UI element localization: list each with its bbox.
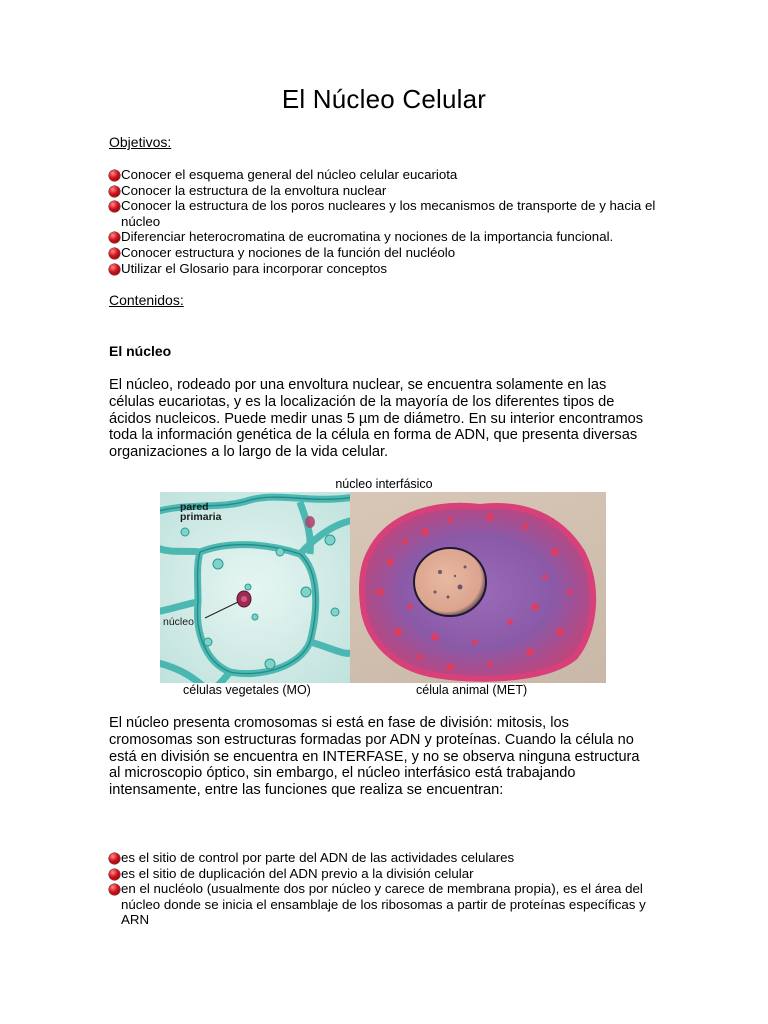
red-bullet-icon [109, 248, 120, 259]
objetivo-text: Diferenciar heterocromatina de eucromatina y nociones de la importancia funcional. [121, 229, 614, 245]
list-item [109, 229, 669, 245]
list-item [109, 245, 669, 261]
red-bullet-icon [109, 232, 120, 243]
funciones-list [109, 850, 669, 928]
page-title: El Núcleo Celular [281, 84, 487, 114]
objetivo-text: Conocer la estructura de los poros nucleares y los mecanismos de transporte de y hacia el núcleo [121, 198, 656, 229]
objetivo-text: Conocer estructura y nociones de la función del nucléolo [121, 244, 456, 260]
paragraph-intro: El núcleo, rodeado por una envoltura nuclear, se encuentra solamente en las células eucariotas, y es la localización de la mayoría de los diferentes tipos de ácidos nucleicos. Puede medir unas 5 µm de diámetro. En su interior encontramos toda la información genética de la célula en forma de ADN, que presenta diversas organizaciones a lo largo de la vida celular. [109, 377, 644, 461]
label-nucleo: núcleo [163, 616, 194, 628]
list-item [109, 881, 669, 928]
figure-caption-right: célula animal (MET) [416, 683, 528, 697]
objetivo-text: Utilizar el Glosario para incorporar conceptos [121, 260, 388, 276]
list-item [109, 261, 669, 277]
red-bullet-icon [109, 264, 120, 275]
red-bullet-icon [109, 884, 120, 895]
red-bullet-icon [109, 201, 120, 212]
label-pared-primaria: pared primaria [180, 501, 222, 523]
objetivo-text: Conocer el esquema general del núcleo celular eucariota [121, 167, 458, 182]
funcion-text: en el nucléolo (usualmente dos por núcleo y carece de membrana propia), es el área del núcleo donde se inicia el ensamblaje de los ribosomas a partir de proteínas específicas y ARN [121, 881, 646, 928]
objetivos-list [109, 167, 669, 276]
funcion-text: es el sitio de control por parte del ADN de las actividades celulares [121, 850, 515, 865]
figure-caption-left: células vegetales (MO) [183, 683, 311, 697]
list-item [109, 183, 669, 199]
list-item [109, 866, 669, 882]
figure-caption-top: núcleo interfásico [335, 477, 433, 491]
objetivos-heading: Objetivos: [109, 134, 172, 150]
list-item [109, 850, 669, 866]
red-bullet-icon [109, 853, 120, 864]
funcion-text: es el sitio de duplicación del ADN previo a la división celular [121, 865, 474, 881]
paragraph-interfase: El núcleo presenta cromosomas si está en fase de división: mitosis, los cromosomas son estructuras formadas por ADN y proteínas. Cuando la célula no está en división se encuentra en INTERFASE, y no se observa ninguna estructura al microscopio óptico, sin embargo, el núcleo interfásico está trabajando intensamente, entre las funciones que realiza se encuentran: [109, 715, 640, 799]
animal-cell-illustration [350, 492, 606, 683]
list-item [109, 167, 669, 183]
red-bullet-icon [109, 170, 120, 181]
nucleo-heading: El núcleo [109, 343, 172, 359]
figure-micrographs [160, 492, 606, 683]
animal-cell-micrograph [350, 492, 606, 683]
plant-cells-micrograph [160, 492, 350, 683]
objetivo-text: Conocer la estructura de la envoltura nuclear [121, 182, 387, 198]
list-item [109, 198, 669, 229]
contenidos-heading: Contenidos: [109, 292, 184, 308]
red-bullet-icon [109, 869, 120, 880]
red-bullet-icon [109, 186, 120, 197]
